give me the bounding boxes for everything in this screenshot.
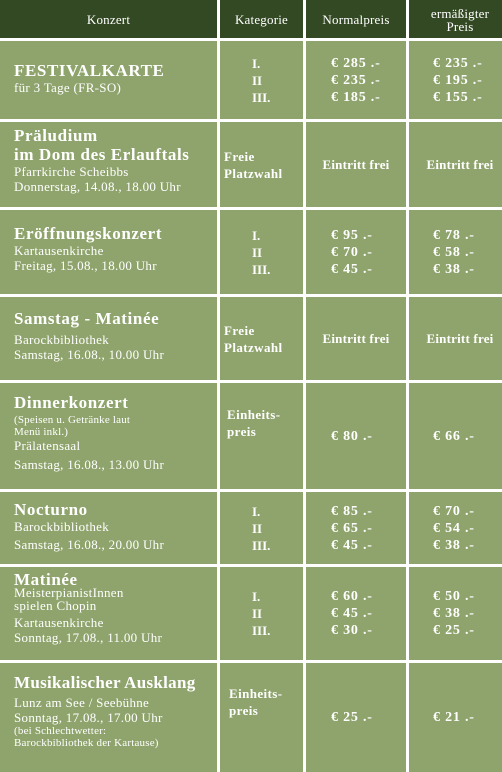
concert-title: Dinnerkonzert bbox=[14, 393, 129, 412]
reduced-price-cell: € 235 .- € 195 .- € 155 .- bbox=[409, 41, 502, 119]
category-cell: Freie Platzwahl bbox=[220, 297, 303, 380]
concert-date: Samstag, 16.08., 20.00 Uhr bbox=[14, 537, 165, 552]
concert-cell bbox=[0, 41, 217, 119]
concert-detail: für 3 Tage (FR-SO) bbox=[14, 80, 122, 95]
normal-price-cell: € 60 .- € 45 .- € 30 .- bbox=[306, 567, 406, 660]
reduced-price-cell: € 70 .- € 54 .- € 38 .- bbox=[409, 492, 502, 564]
concert-venue: Kartausenkirche bbox=[14, 615, 104, 630]
normal-price-cell: € 95 .- € 70 .- € 45 .- bbox=[306, 210, 406, 294]
header-kategorie: Kategorie bbox=[220, 0, 303, 38]
category-cell: I. II III. bbox=[220, 567, 303, 660]
reduced-price-cell: Eintritt frei bbox=[409, 122, 502, 207]
reduced-price-cell: € 66 .- bbox=[409, 383, 502, 489]
normal-price-cell: Eintritt frei bbox=[306, 122, 406, 207]
header-normalpreis: Normalpreis bbox=[306, 0, 406, 38]
reduced-price-cell: € 78 .- € 58 .- € 38 .- bbox=[409, 210, 502, 294]
concert-date: Samstag, 16.08., 10.00 Uhr bbox=[14, 347, 165, 362]
normal-price-cell: € 25 .- bbox=[306, 663, 406, 772]
concert-venue: Lunz am See / Seebühne bbox=[14, 695, 150, 710]
concert-date: Samstag, 16.08., 13.00 Uhr bbox=[14, 457, 165, 472]
concert-venue: Barockbibliothek bbox=[14, 332, 110, 347]
concert-title: Nocturno bbox=[14, 500, 88, 519]
concert-date: Sonntag, 17.08., 17.00 Uhr bbox=[14, 710, 163, 725]
normal-price-cell: € 85 .- € 65 .- € 45 .- bbox=[306, 492, 406, 564]
concert-venue: Barockbibliothek bbox=[14, 519, 110, 534]
category-cell: I. II III. bbox=[220, 492, 303, 564]
concert-date: Donnerstag, 14.08., 18.00 Uhr bbox=[14, 179, 181, 194]
concert-title: Matinée bbox=[14, 570, 78, 589]
concert-venue: Kartausenkirche bbox=[14, 243, 104, 258]
header-konzert: Konzert bbox=[0, 0, 217, 38]
concert-title: Samstag - Matinée bbox=[14, 309, 160, 328]
concert-title: Präludium bbox=[14, 126, 98, 145]
normal-price-cell: € 285 .- € 235 .- € 185 .- bbox=[306, 41, 406, 119]
concert-note: Barockbibliothek der Kartause) bbox=[14, 737, 159, 749]
concert-title: Eröffnungskonzert bbox=[14, 224, 163, 243]
concert-cell bbox=[0, 210, 217, 294]
concert-date: Freitag, 15.08., 18.00 Uhr bbox=[14, 258, 157, 273]
normal-price-cell: Eintritt frei bbox=[306, 297, 406, 380]
concert-note: (bei Schlechtwetter: bbox=[14, 725, 107, 737]
normal-price-cell: € 80 .- bbox=[306, 383, 406, 489]
category-cell: Einheits- preis bbox=[220, 663, 303, 772]
concert-venue: Pfarrkirche Scheibbs bbox=[14, 164, 129, 179]
concert-cell bbox=[0, 122, 217, 207]
concert-subtitle: MeisterpianistInnen bbox=[14, 585, 124, 600]
concert-venue: Prälatensaal bbox=[14, 438, 81, 453]
reduced-price-cell: € 21 .- bbox=[409, 663, 502, 772]
category-cell: I. II III. bbox=[220, 41, 303, 119]
concert-title: im Dom des Erlauftals bbox=[14, 145, 190, 164]
concert-cell bbox=[0, 567, 217, 660]
concert-subtitle: spielen Chopin bbox=[14, 598, 97, 613]
category-cell: Freie Platzwahl bbox=[220, 122, 303, 207]
concert-title: Musikalischer Ausklang bbox=[14, 673, 196, 692]
reduced-price-cell: Eintritt frei bbox=[409, 297, 502, 380]
header-ermaessigter-preis: ermäßigter Preis bbox=[409, 0, 502, 38]
reduced-price-cell: € 50 .- € 38 .- € 25 .- bbox=[409, 567, 502, 660]
concert-cell bbox=[0, 297, 217, 380]
concert-date: Sonntag, 17.08., 11.00 Uhr bbox=[14, 630, 163, 645]
concert-title: FESTIVALKARTE bbox=[14, 61, 165, 80]
concert-note: Menü inkl.) bbox=[14, 426, 69, 438]
concert-cell bbox=[0, 663, 217, 772]
concert-cell bbox=[0, 492, 217, 564]
category-cell: Einheits- preis bbox=[220, 383, 303, 489]
concert-note: (Speisen u. Getränke laut bbox=[14, 414, 131, 426]
category-cell: I. II III. bbox=[220, 210, 303, 294]
concert-cell bbox=[0, 383, 217, 489]
